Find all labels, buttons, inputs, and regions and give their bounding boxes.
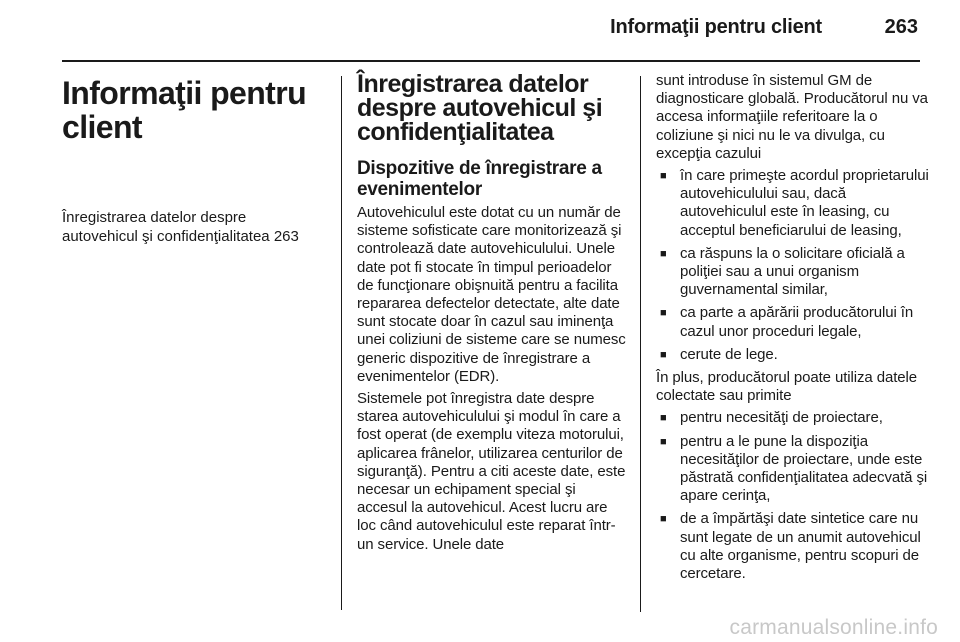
header-rule [62,60,920,62]
list-item: ■ cerute de lege. [660,346,930,364]
section-title: Înregistrarea datelor despre autovehicul şi confidenţialitatea [357,70,603,146]
paragraph: În plus, producătorul poate utiliza datele colectate sau primite [656,369,917,405]
header-title: Informaţii pentru client [610,16,822,38]
paragraph: Autovehiculul este dotat cu un număr de sisteme sofisticate care monitorizează şi controlează date autovehiculului. Unele date pot fi stocate în timpul perioadelor de funcţionare obişnuită pentru a facilita repararea defectelor detectate, alte date sunt stocate doar în cazul sau iminenţa unei coliziuni de sisteme care se numesc generic dispozitive de înregistrare a evenimentelor (EDR). [357,204,626,385]
bullet-list-1 [656,167,930,364]
bullet-list-2 [656,409,930,583]
column-divider-1 [341,76,342,610]
paragraph: Sistemele pot înregistra date despre starea autovehiculului şi modul în care a fost operat (de exemplu viteza motorului, aplicarea frânelor, utilizarea centurilor de siguranţă). Pentru a citi aceste date, este necesar un echipament special şi accesul la autovehicul. Acest lucru are loc când autovehiculul este reparat într-un service. Unele date [357,390,626,553]
list-item: ■ ca răspuns la o solicitare oficială a poliţiei sau a unui organism guvernamental similar, [660,245,930,300]
column-divider-2 [640,76,641,612]
chapter-title: Informaţii pentru client [62,75,307,145]
list-item: ■ de a împărtăşi date sintetice care nu sunt legate de un anumit autovehicul cu alte organisme, pentru scopuri de cercetare. [660,510,930,583]
toc-entry[interactable] [62,208,326,246]
paragraph: sunt introduse în sistemul GM de diagnosticare globală. Producătorul nu va accesa informaţiile referitoare la o coliziune şi nici nu le va divulga, cu excepţia cazului [656,72,928,162]
watermark: carmanualsonline.info [729,616,938,639]
column-3 [656,72,930,588]
list-item: ■ în care primeşte acordul proprietarului autovehiculului sau, dacă autovehiculul este în leasing, cu acceptul beneficiarului de leasing, [660,167,930,240]
list-item: ■ pentru a le pune la dispoziţia necesităţilor de proiectare, unde este păstrată confidenţialitatea adecvată şi apare cerinţa, [660,433,930,506]
list-item: ■ ca parte a apărării producătorului în cazul unor proceduri legale, [660,304,930,340]
subsection-title: Dispozitive de înregistrare a evenimentelor [357,158,602,200]
column-2 [357,72,629,558]
list-item: ■ pentru necesităţi de proiectare, [660,409,930,427]
page-number: 263 [884,16,918,38]
toc-entry-page: 263 [273,228,299,245]
column-1 [62,76,326,246]
toc-entry-text: Înregistrarea datelor despre autovehicul şi confidenţialitatea [62,209,270,245]
